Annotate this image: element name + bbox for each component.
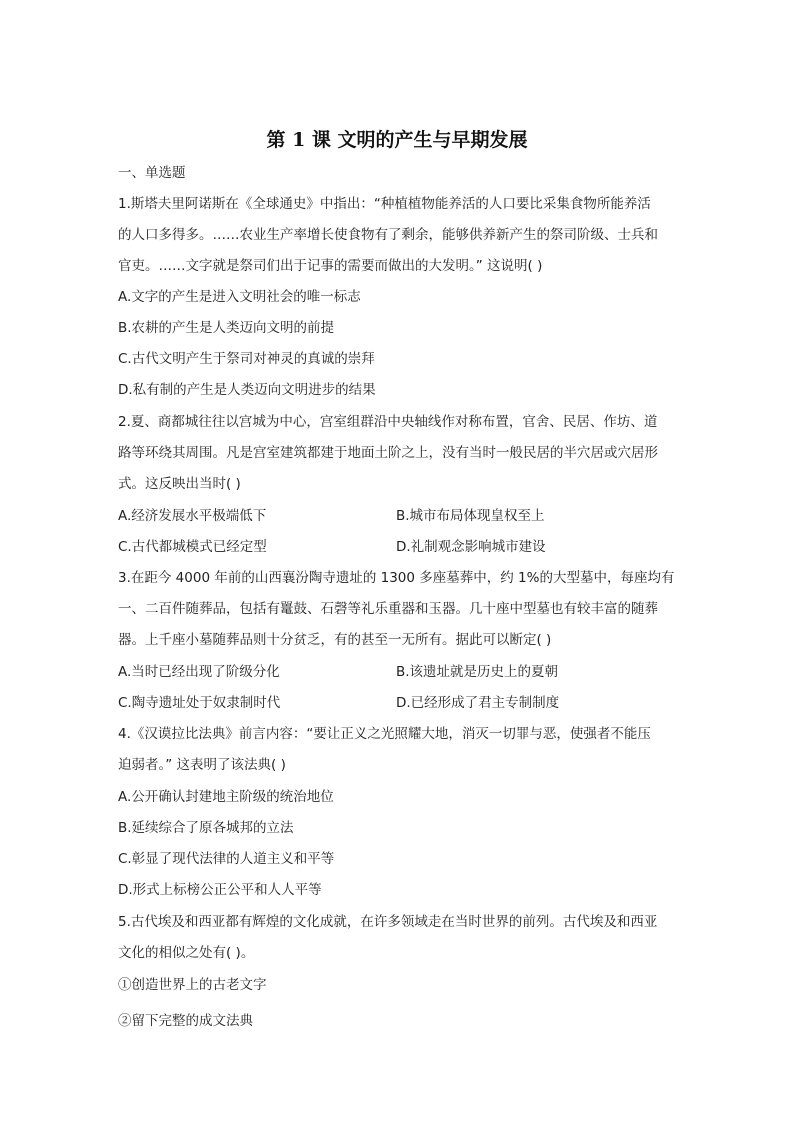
q3-stem-line-1: 3.在距今 4000 年前的山西襄汾陶寺遗址的 1300 多座墓葬中，约 1%的大型墓中，每座均有	[118, 570, 675, 586]
q4-option-a: A.公开确认封建地主阶级的统治地位	[118, 789, 334, 805]
q5-item-1: ①创造世界上的古老文字	[118, 977, 267, 993]
q2-stem-line-2: 路等环绕其周围。凡是宫室建筑都建于地面土阶之上，没有当时一般民居的半穴居或穴居形	[118, 445, 658, 461]
q3-option-d: D.已经形成了君主专制制度	[396, 695, 560, 711]
q3-stem-line-2: 一、二百件随葬品，包括有鼍鼓、石磬等礼乐重器和玉器。几十座中型墓也有较丰富的随葬	[118, 601, 658, 617]
page-title: 第 1 课 文明的产生与早期发展	[266, 129, 528, 151]
q3-stem-line-3: 器。上千座小墓随葬品则十分贫乏，有的甚至一无所有。据此可以断定( )	[118, 632, 552, 648]
q1-stem-line-3: 官吏。……文字就是祭司们出于记事的需要而做出的大发明。” 这说明( )	[118, 258, 543, 274]
q2-option-c: C.古代都城模式已经定型	[118, 539, 267, 555]
q4-option-d: D.形式上标榜公正公平和人人平等	[118, 882, 322, 898]
q1-stem-line-2: 的人口多得多。……农业生产率增长使食物有了剩余，能够供养新产生的祭司阶级、士兵和	[118, 227, 658, 243]
q4-stem-line-2: 迫弱者。” 这表明了该法典( )	[118, 757, 286, 773]
q3-option-a: A.当时已经出现了阶级分化	[118, 664, 280, 680]
q2-stem-line-3: 式。这反映出当时( )	[118, 476, 241, 492]
q2-option-b: B.城市布局体现皇权至上	[396, 508, 545, 524]
q1-option-b: B.农耕的产生是人类迈向文明的前提	[118, 320, 335, 336]
q3-option-c: C.陶寺遗址处于奴隶制时代	[118, 695, 281, 711]
q5-stem-line-2: 文化的相似之处有( )。	[118, 945, 255, 961]
q5-stem-line-1: 5.古代埃及和西亚都有辉煌的文化成就，在许多领域走在当时世界的前列。古代埃及和西亚	[118, 914, 658, 930]
q2-option-a: A.经济发展水平极端低下	[118, 508, 267, 524]
q1-option-d: D.私有制的产生是人类迈向文明进步的结果	[118, 382, 376, 398]
q4-stem-line-1: 4.《汉谟拉比法典》前言内容：“要让正义之光照耀大地，消灭一切罪与恶，使强者不能压	[118, 726, 651, 742]
q2-option-d: D.礼制观念影响城市建设	[396, 539, 546, 555]
q2-stem-line-1: 2.夏、商都城往往以宫城为中心，宫室组群沿中央轴线作对称布置，官舍、民居、作坊、道	[118, 414, 658, 430]
q1-option-a: A.文字的产生是进入文明社会的唯一标志	[118, 289, 361, 305]
q3-option-b: B.该遗址就是历史上的夏朝	[396, 664, 559, 680]
q1-stem-line-1: 1.斯塔夫里阿诺斯在《全球通史》中指出：“种植植物能养活的人口要比采集食物所能养活	[118, 196, 651, 212]
section-heading: 一、单选题	[118, 165, 186, 181]
q5-item-2: ②留下完整的成文法典	[118, 1013, 253, 1029]
q4-option-c: C.彰显了现代法律的人道主义和平等	[118, 851, 335, 867]
q1-option-c: C.古代文明产生于祭司对神灵的真诚的崇拜	[118, 351, 375, 367]
q4-option-b: B.延续综合了原各城邦的立法	[118, 820, 294, 836]
